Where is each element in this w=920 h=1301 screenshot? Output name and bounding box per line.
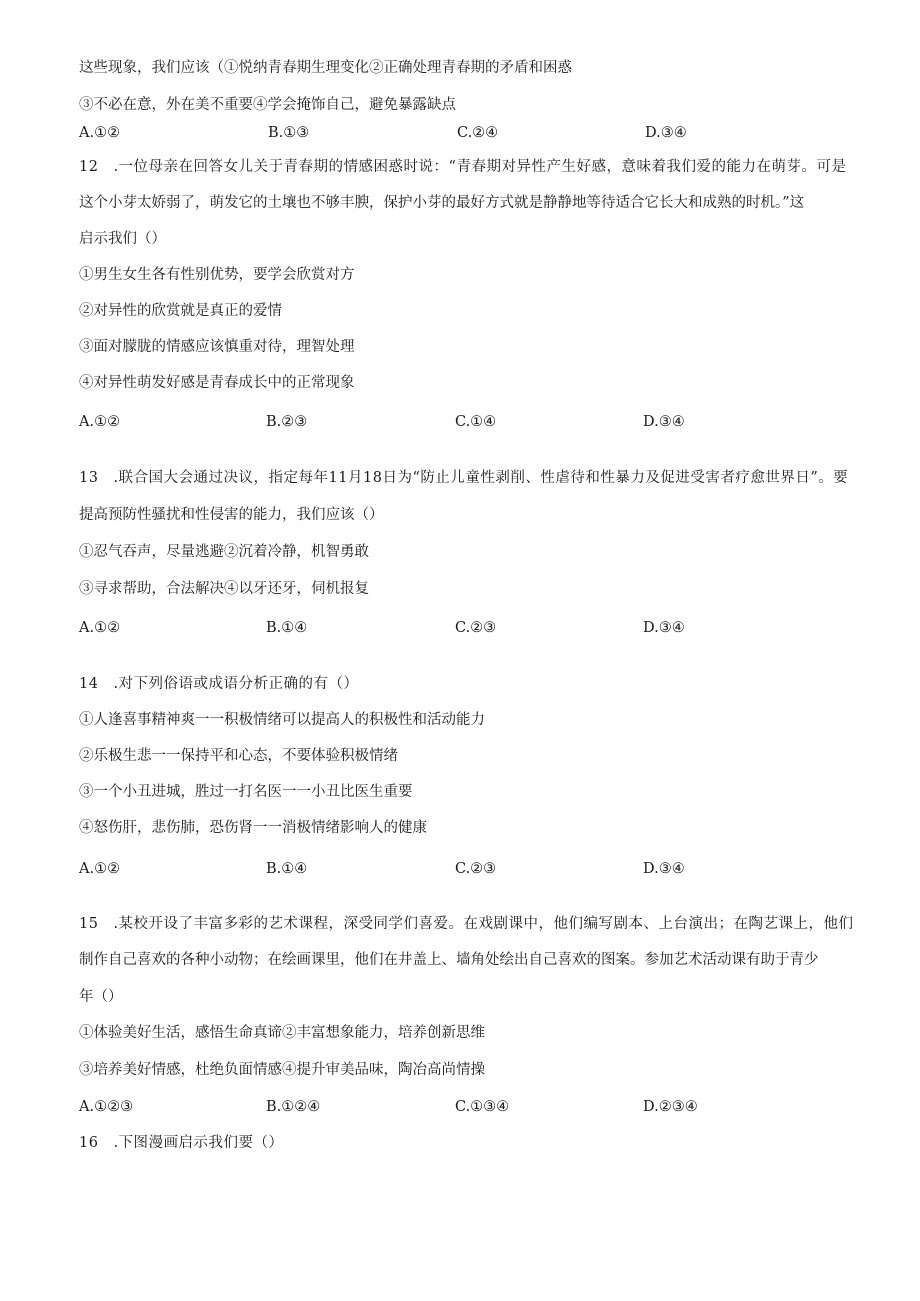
q11-option-a: A.①② <box>79 125 121 141</box>
q14-statement-2: ②乐极生悲一一保持平和心态，不要体验积极情绪 <box>79 748 398 764</box>
q16-stem-line-1: 16 .下图漫画启示我们要（） <box>79 1135 284 1151</box>
q15-statement-2: ③培养美好情感，杜绝负面情感④提升审美品味，陶冶高尚情操 <box>79 1062 485 1078</box>
q12-stem-line-2: 这个小芽太娇弱了，萌发它的土壤也不够丰腴，保护小芽的最好方式就是静静地等待适合它长大和成熟的时机。”这 <box>79 195 805 211</box>
q11-option-b: B.①③ <box>268 125 310 141</box>
q11-stem-line-2: ③不必在意，外在美不重要④学会掩饰自己，避免暴露缺点 <box>79 97 456 113</box>
q15-statement-1: ①体验美好生活，感悟生命真谛②丰富想象能力，培养创新思维 <box>79 1025 485 1041</box>
q14-stem-line-1: 14 .对下列俗语或成语分析正确的有（） <box>79 676 359 692</box>
q13-statement-2: ③寻求帮助，合法解决④以牙还牙，伺机报复 <box>79 581 369 597</box>
q12-statement-1: ①男生女生各有性别优势，要学会欣赏对方 <box>79 267 355 283</box>
q14-option-b: B.①④ <box>266 861 308 877</box>
q13-stem-line-1: 13 .联合国大会通过决议，指定每年11月18日为“防止儿童性剥削、性虐待和性暴力及促进受害者疗愈世界日”。要 <box>79 470 849 486</box>
q15-option-c: C.①③④ <box>455 1099 510 1115</box>
q13-option-d: D.③④ <box>643 620 685 636</box>
q15-stem-line-1: 15 .某校开设了丰富多彩的艺术课程，深受同学们喜爱。在戏剧课中，他们编写剧本、上台演出；在陶艺课上，他们 <box>79 916 854 932</box>
q12-option-c: C.①④ <box>455 414 497 430</box>
q12-stem-line-3: 启示我们（） <box>79 231 166 247</box>
q13-stem-line-2: 提高预防性骚扰和性侵害的能力，我们应该（） <box>79 507 384 523</box>
q11-option-c: C.②④ <box>457 125 499 141</box>
q12-option-b: B.②③ <box>266 414 308 430</box>
q15-stem-line-2: 制作自己喜欢的各种小动物；在绘画课里，他们在井盖上、墙角处绘出自己喜欢的图案。参加艺术活动课有助于青少 <box>79 952 819 968</box>
q14-statement-3: ③一个小丑进城，胜过一打名医一一小丑比医生重要 <box>79 784 413 800</box>
q11-stem-line-1: 这些现象，我们应该（①悦纳青春期生理变化②正确处理青春期的矛盾和困惑 <box>79 60 572 76</box>
q11-option-d: D.③④ <box>645 125 687 141</box>
q12-stem-line-1: 12 .一位母亲在回答女儿关于青春期的情感困惑时说：“青春期对异性产生好感，意味着我们爱的能力在萌芽。可是 <box>79 159 847 175</box>
q12-statement-4: ④对异性萌发好感是青春成长中的正常现象 <box>79 375 355 391</box>
q12-option-d: D.③④ <box>643 414 685 430</box>
q15-stem-line-3: 年（） <box>79 989 123 1005</box>
q12-statement-3: ③面对朦胧的情感应该慎重对待，理智处理 <box>79 339 355 355</box>
q13-option-b: B.①④ <box>266 620 308 636</box>
q13-option-c: C.②③ <box>455 620 497 636</box>
q12-option-a: A.①② <box>79 414 121 430</box>
q14-option-d: D.③④ <box>643 861 685 877</box>
q14-option-c: C.②③ <box>455 861 497 877</box>
q14-option-a: A.①② <box>79 861 121 877</box>
q15-option-b: B.①②④ <box>266 1099 321 1115</box>
q12-statement-2: ②对异性的欣赏就是真正的爱情 <box>79 303 282 319</box>
q15-option-a: A.①②③ <box>79 1099 134 1115</box>
q13-option-a: A.①② <box>79 620 121 636</box>
q14-statement-1: ①人逢喜事精神爽一一积极情绪可以提高人的积极性和活动能力 <box>79 712 485 728</box>
q14-statement-4: ④怒伤肝，悲伤肺，恐伤肾一一消极情绪影响人的健康 <box>79 820 427 836</box>
q15-option-d: D.②③④ <box>643 1099 698 1115</box>
q13-statement-1: ①忍气吞声，尽量逃避②沉着冷静，机智勇敢 <box>79 544 369 560</box>
